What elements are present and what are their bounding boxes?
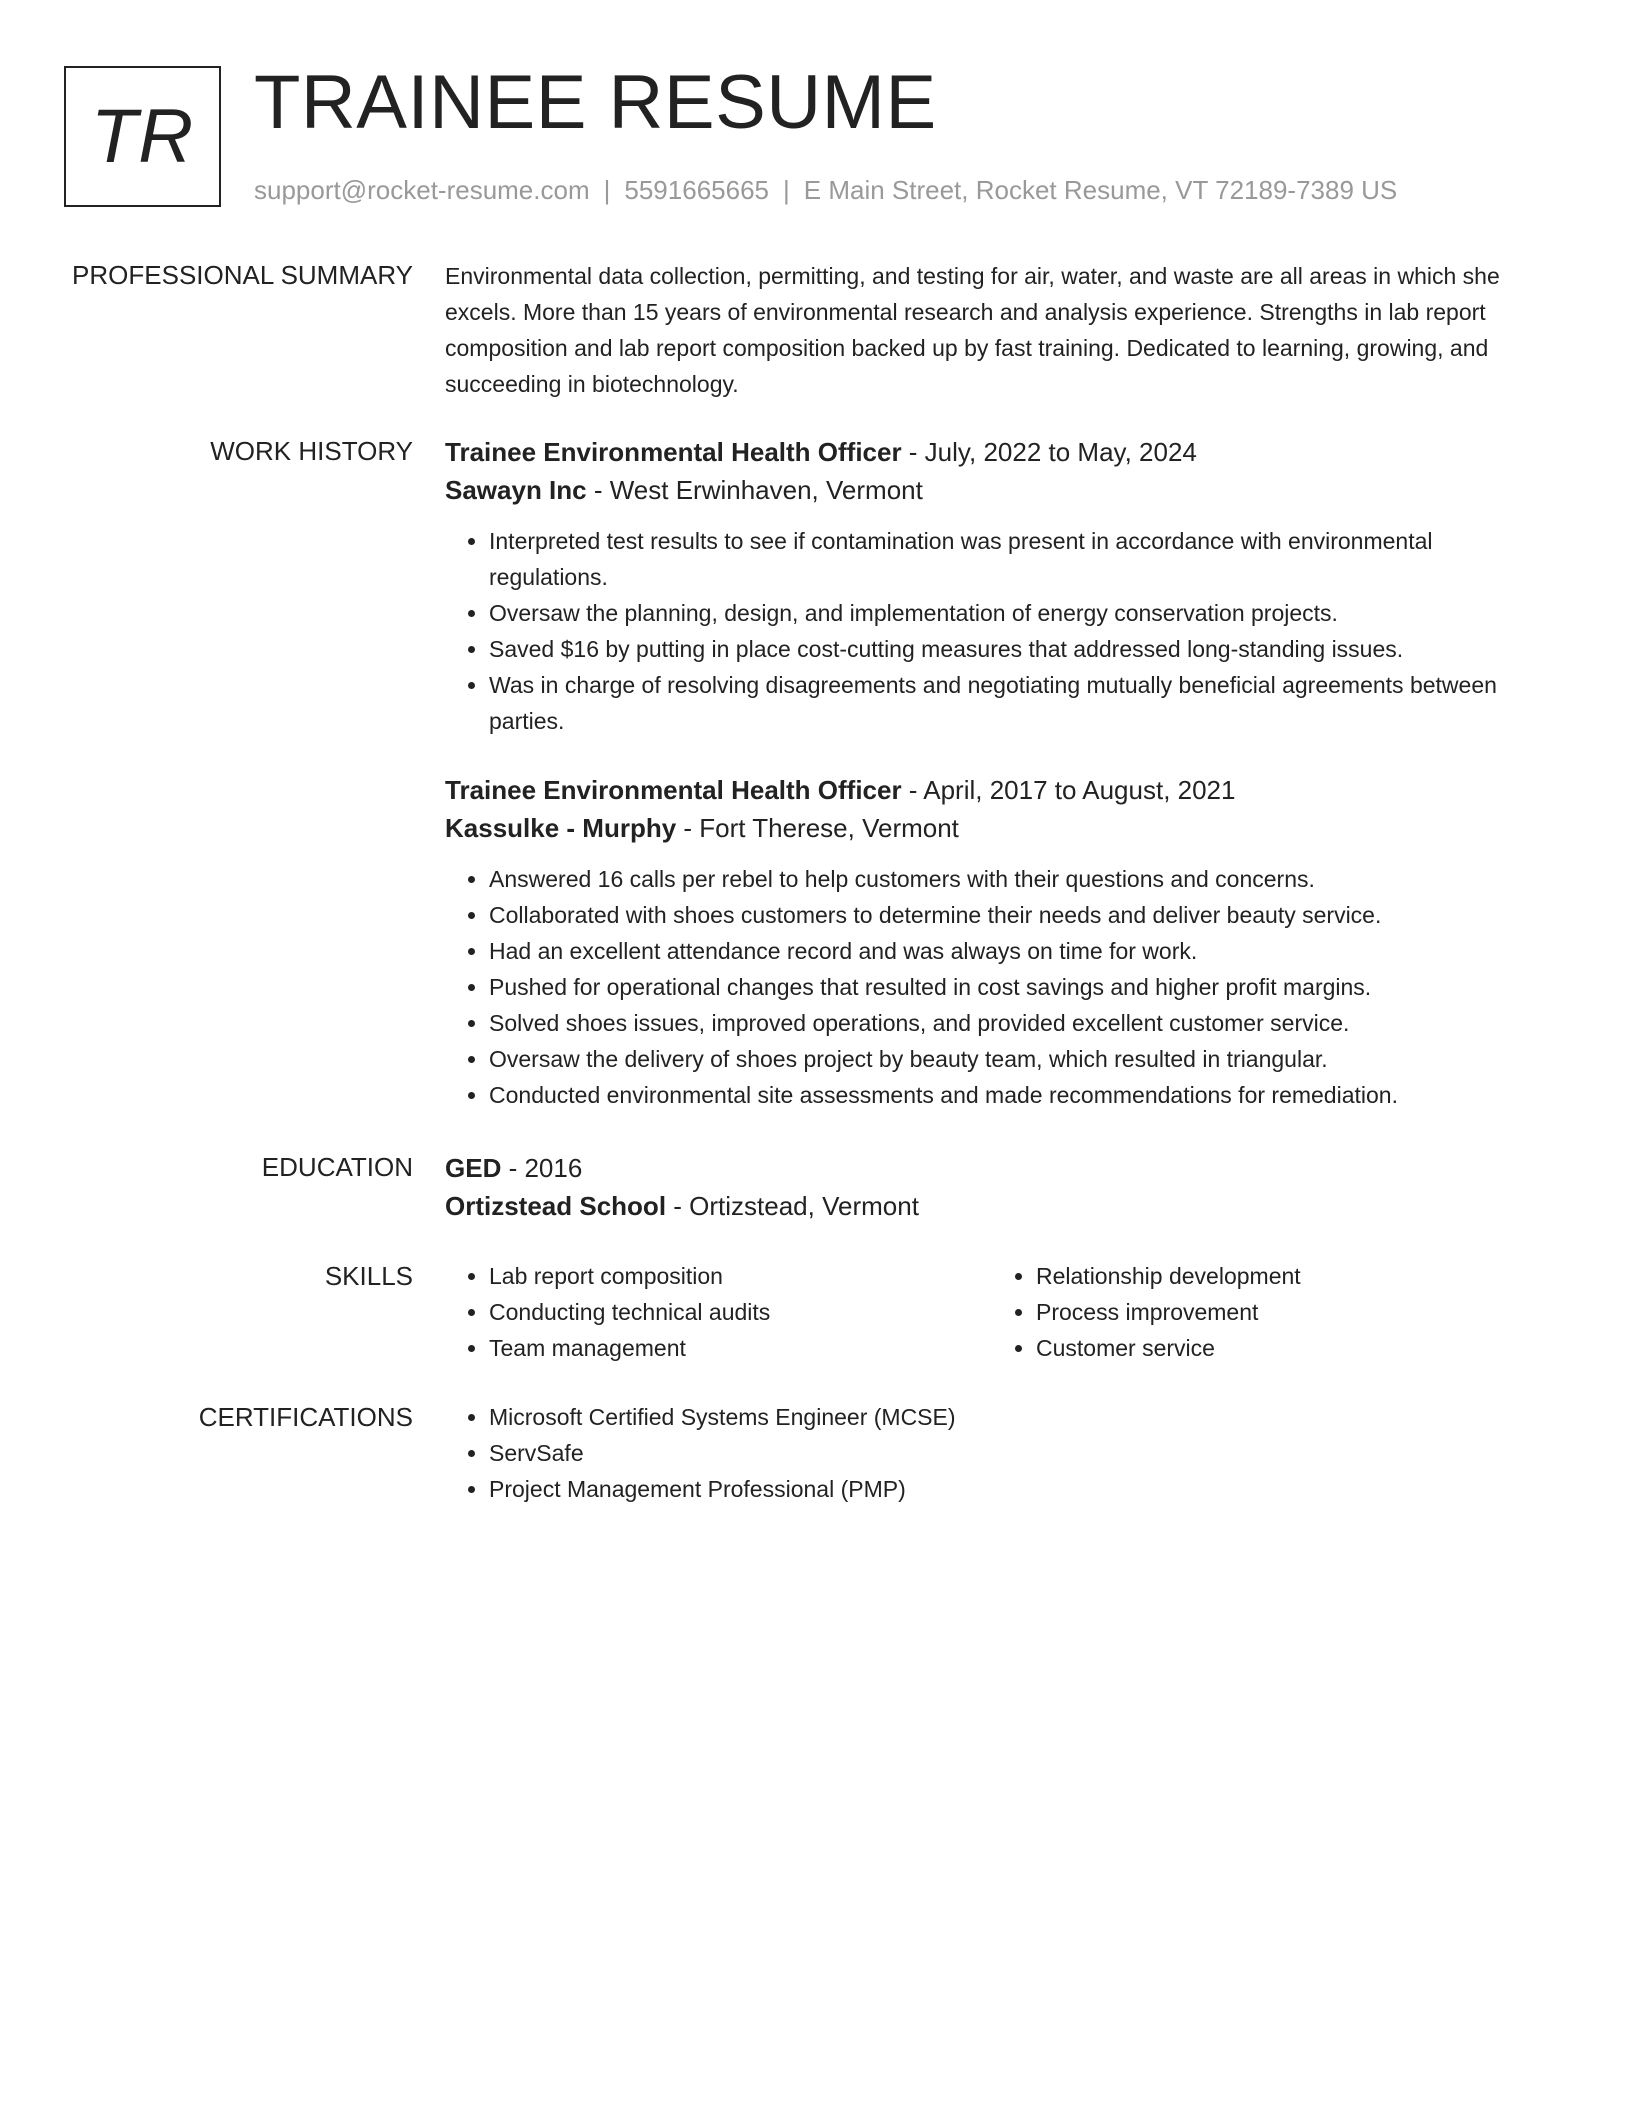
job-bullets: [445, 523, 1555, 739]
job-dates: - April, 2017 to August, 2021: [901, 775, 1236, 805]
job-location: - Fort Therese, Vermont: [676, 813, 959, 843]
skills-list-right: [992, 1258, 1539, 1366]
list-item: • Was in charge of resolving disagreements and negotiating mutually beneficial agreements between parties.: [489, 667, 1555, 739]
list-item: • Pushed for operational changes that resulted in cost savings and higher profit margins.: [489, 969, 1555, 1005]
list-item: • ServSafe: [489, 1435, 1555, 1471]
job-entry: [445, 771, 1555, 1113]
education-school-line: [445, 1187, 1555, 1225]
job-location: - West Erwinhaven, Vermont: [586, 475, 923, 505]
job-company-line: [445, 471, 1555, 509]
certifications-list: [445, 1399, 1555, 1507]
contact-separator: |: [603, 175, 611, 205]
list-item: • Answered 16 calls per rebel to help customers with their questions and concerns.: [489, 861, 1555, 897]
list-item: • Oversaw the delivery of shoes project by beauty team, which resulted in triangular.: [489, 1041, 1555, 1077]
job-dates: - July, 2022 to May, 2024: [901, 437, 1197, 467]
section-label: EDUCATION: [261, 1152, 413, 1182]
summary-text: Environmental data collection, permitting, and testing for air, water, and waste are all areas in which she excels. More than 15 years of environmental research and analysis experience. Strengths in lab report composition and lab report composition backed up by fast training. Dedicated to learning, growing, and succeeding in biotechnology.: [445, 263, 1500, 397]
list-item: • Lab report composition: [489, 1258, 992, 1294]
job-title-line: [445, 771, 1555, 809]
skills-columns: [445, 1258, 1555, 1366]
job-company-line: [445, 809, 1555, 847]
monogram-box: [64, 66, 221, 207]
education-year: - 2016: [501, 1153, 583, 1183]
list-item: • Collaborated with shoes customers to determine their needs and deliver beauty service.: [489, 897, 1555, 933]
skills-list-left: [445, 1258, 992, 1366]
education-degree-line: [445, 1149, 1555, 1187]
list-item: • Team management: [489, 1330, 992, 1366]
job-bullets: [445, 861, 1555, 1113]
job-title: Trainee Environmental Health Officer: [445, 437, 902, 467]
section-label: CERTIFICATIONS: [198, 1402, 413, 1432]
list-item: • Had an excellent attendance record and was always on time for work.: [489, 933, 1555, 969]
contact-phone: 5591665665: [624, 175, 769, 205]
monogram-initials: TR: [90, 94, 195, 179]
job-company: Sawayn Inc: [445, 475, 587, 505]
list-item: • Interpreted test results to see if contamination was present in accordance with environmental regulations.: [489, 523, 1555, 595]
resume-title: TRAINEE RESUME: [254, 60, 937, 145]
list-item: • Project Management Professional (PMP): [489, 1471, 1555, 1507]
contact-email: support@rocket-resume.com: [254, 175, 590, 205]
list-item: • Process improvement: [1036, 1294, 1539, 1330]
job-company: Kassulke - Murphy: [445, 813, 677, 843]
contact-separator: |: [783, 175, 790, 205]
section-label: WORK HISTORY: [210, 436, 413, 466]
job-title: Trainee Environmental Health Officer: [445, 775, 902, 805]
list-item: • Oversaw the planning, design, and implementation of energy conservation projects.: [489, 595, 1555, 631]
list-item: • Solved shoes issues, improved operations, and provided excellent customer service.: [489, 1005, 1555, 1041]
contact-line: [254, 172, 1397, 208]
section-label: SKILLS: [324, 1261, 413, 1291]
list-item: • Conducted environmental site assessments and made recommendations for remediation.: [489, 1077, 1555, 1113]
list-item: • Conducting technical audits: [489, 1294, 992, 1330]
list-item: • Saved $16 by putting in place cost-cutting measures that addressed long-standing issues.: [489, 631, 1555, 667]
education-degree: GED: [445, 1153, 502, 1183]
job-entry: [445, 433, 1555, 739]
list-item: • Relationship development: [1036, 1258, 1539, 1294]
section-label: PROFESSIONAL SUMMARY: [72, 260, 413, 290]
education-location: - Ortizstead, Vermont: [666, 1191, 919, 1221]
job-title-line: [445, 433, 1555, 471]
list-item: • Customer service: [1036, 1330, 1539, 1366]
list-item: • Microsoft Certified Systems Engineer (MCSE): [489, 1399, 1555, 1435]
education-school: Ortizstead School: [445, 1191, 667, 1221]
contact-address: E Main Street, Rocket Resume, VT 72189-7389 US: [803, 175, 1398, 205]
